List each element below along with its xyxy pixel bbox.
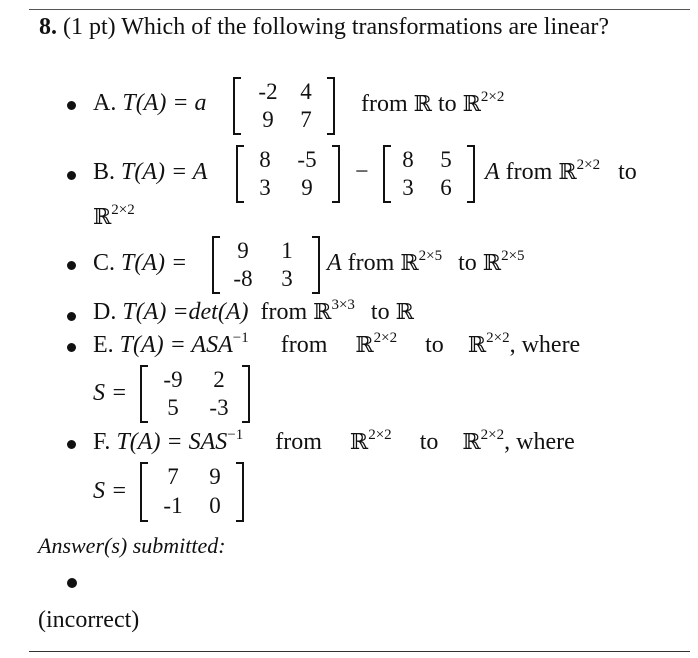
matrix-cell: 3: [281, 266, 293, 291]
bullet-c: [67, 261, 76, 270]
question-number: 8.: [39, 14, 57, 40]
matrix-cell: 6: [440, 175, 452, 200]
bullet-e: [67, 343, 76, 352]
option-b-minus: −: [355, 159, 369, 185]
matrix-cell: 2: [213, 367, 225, 392]
question-title: [39, 11, 609, 43]
matrix-c: [212, 236, 320, 294]
bottom-rule: [29, 651, 690, 652]
option-b-spaces: A from ℝ$^{2\times 2}$ to: [485, 157, 637, 185]
option-d: D. T(A) =det(A) from ℝ$^{3\times 3}$ to ℝ: [93, 297, 414, 325]
matrix-cell: -9: [163, 367, 183, 392]
matrix-f: [140, 462, 244, 522]
option-c-spaces: A from ℝ$^{2\times 5}$ to ℝ$^{2\times 5}$: [327, 248, 525, 276]
matrix-cell: 9: [262, 107, 274, 132]
matrix-cell: 5: [440, 147, 452, 172]
matrix-cell: 9: [209, 464, 221, 489]
matrix-a: [233, 77, 335, 135]
option-a-expr: A. T(A) = a: [93, 90, 207, 116]
matrix-cell: 9: [237, 238, 249, 263]
bullet-f: [67, 440, 76, 449]
matrix-cell: 1: [281, 238, 293, 263]
option-b-space2: ℝ$^{2\times 2}$: [93, 202, 135, 230]
option-b-expr: B. T(A) = A: [93, 159, 208, 185]
matrix-cell: 9: [301, 175, 313, 200]
answers-submitted-label: Answer(s) submitted:: [38, 533, 226, 558]
bullet-d: [67, 312, 76, 321]
matrix-cell: -8: [233, 266, 253, 291]
matrix-cell: 0: [209, 493, 221, 518]
option-f-s-label: S =: [93, 478, 128, 504]
answer-status: (incorrect): [38, 607, 140, 633]
option-e: E. $T(A) = ASA^{-1}$ from ℝ$^{2\times 2}$ to ℝ$^{2\times 2}$, where: [93, 330, 581, 358]
answer-bullet: [67, 578, 77, 588]
matrix-cell: 4: [300, 79, 312, 104]
option-a-spaces: from ℝ to ℝ$^{2\times 2}$: [361, 89, 505, 117]
option-e-s-label: S =: [93, 380, 128, 406]
matrix-b-2: [383, 145, 475, 203]
matrix-cell: -3: [209, 395, 229, 420]
matrix-cell: 3: [402, 175, 414, 200]
question-text: Which of the following transformations are linear?: [121, 14, 610, 40]
matrix-cell: 7: [300, 107, 312, 132]
matrix-cell: 8: [259, 147, 271, 172]
matrix-cell: 3: [259, 175, 271, 200]
top-rule: [29, 9, 690, 10]
matrix-cell: -5: [297, 147, 317, 172]
matrix-cell: 8: [402, 147, 414, 172]
question-points: (1 pt): [63, 14, 116, 40]
bullet-b: [67, 171, 76, 180]
option-c-expr: C. T(A) =: [93, 250, 188, 276]
matrix-cell: 7: [167, 464, 179, 489]
matrix-b-1: [236, 145, 340, 203]
matrix-cell: 5: [167, 395, 179, 420]
bullet-a: [67, 101, 76, 110]
option-f: F. $T(A) = SAS^{-1}$ from ℝ$^{2\times 2}$ to ℝ$^{2\times 2}$, where: [93, 427, 575, 455]
matrix-cell: -2: [258, 79, 278, 104]
matrix-e: [140, 365, 250, 423]
matrix-cell: -1: [163, 493, 183, 518]
